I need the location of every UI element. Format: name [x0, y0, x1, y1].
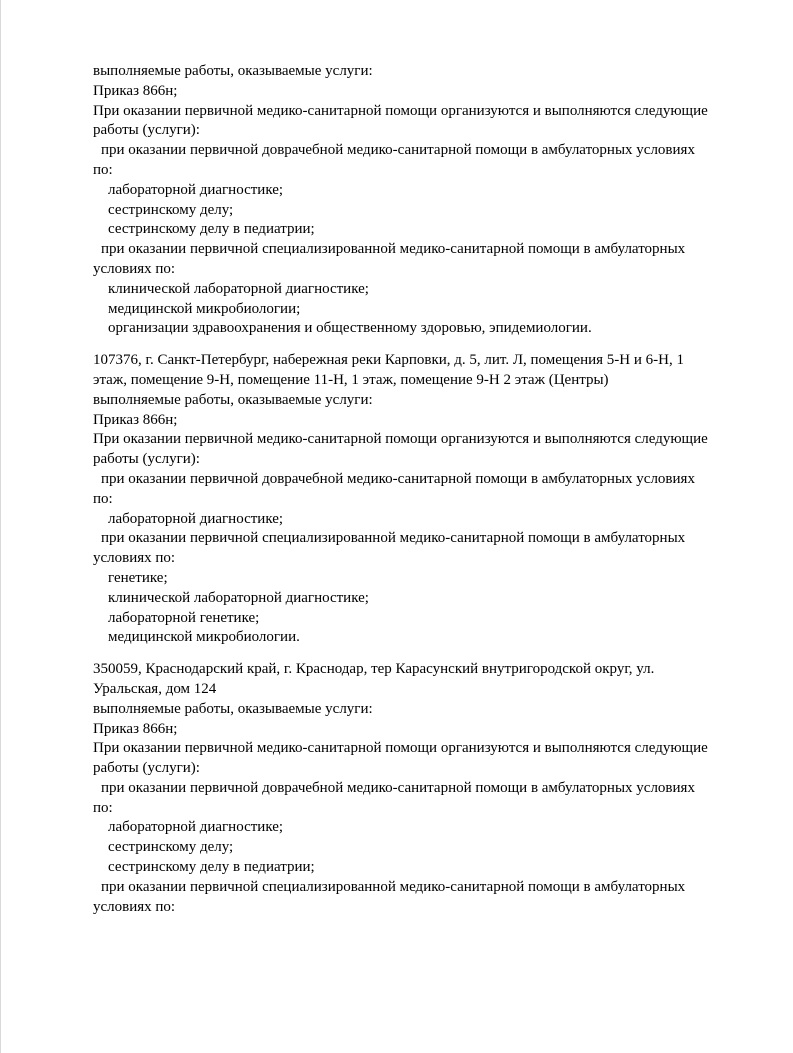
document-line: организации здравоохранения и общественному здоровью, эпидемиологии. — [108, 320, 592, 337]
document-line: выполняемые работы, оказываемые услуги: — [93, 63, 373, 79]
document-line: выполняемые работы, оказываемые услуги: — [93, 391, 373, 408]
document-line: При оказании первичной медико-санитарной помощи организуются и выполняются следующие — [93, 740, 708, 757]
document-line: генетике; — [108, 569, 168, 586]
document-line: работы (услуги): — [93, 451, 200, 468]
document-line: клинической лабораторной диагностике; — [108, 589, 369, 606]
document-line: 350059, Краснодарский край, г. Краснодар, тер Карасунский внутригородской округ, ул. — [93, 661, 655, 678]
document-line: лабораторной диагностике; — [108, 819, 284, 836]
document-line: условиях по: — [93, 550, 176, 567]
document-line: при оказании первичной доврачебной медико-санитарной помощи в амбулаторных условиях — [101, 470, 695, 487]
document-line: при оказании первичной доврачебной медико-санитарной помощи в амбулаторных условиях — [101, 779, 695, 796]
document-line: При оказании первичной медико-санитарной помощи организуются и выполняются следующие — [93, 102, 708, 119]
document-line: При оказании первичной медико-санитарной помощи организуются и выполняются следующие — [93, 431, 708, 448]
document-line: работы (услуги): — [93, 760, 200, 777]
document-line: Уральская, дом 124 — [93, 680, 217, 697]
license-section — [93, 62, 753, 339]
document-line: сестринскому делу в педиатрии; — [108, 859, 315, 876]
document-line: при оказании первичной специализированной медико-санитарной помощи в амбулаторных — [101, 530, 686, 547]
document-line: Приказ 866н; — [93, 720, 178, 737]
document-line: лабораторной диагностике; — [108, 181, 284, 198]
document-line: сестринскому делу; — [108, 201, 234, 218]
document-line: этаж, помещение 9-Н, помещение 11-Н, 1 этаж, помещение 9-Н 2 этаж (Центры) — [93, 371, 609, 388]
document-line: при оказании первичной специализированной медико-санитарной помощи в амбулаторных — [101, 878, 686, 895]
document-line: по: — [93, 799, 113, 816]
document-line: условиях по: — [93, 260, 176, 277]
document-line: клинической лабораторной диагностике; — [108, 280, 369, 297]
document-line: медицинской микробиологии; — [108, 300, 301, 317]
license-document-text — [93, 62, 753, 917]
license-section — [93, 660, 753, 917]
document-line: при оказании первичной специализированной медико-санитарной помощи в амбулаторных — [101, 241, 686, 258]
document-line: Приказ 866н; — [93, 82, 178, 99]
document-line: при оказании первичной доврачебной медико-санитарной помощи в амбулаторных условиях — [101, 142, 695, 159]
document-line: по: — [93, 161, 113, 178]
document-line: 107376, г. Санкт-Петербург, набережная реки Карповки, д. 5, лит. Л, помещения 5-Н и 6-Н, 1 — [93, 352, 684, 369]
document-line: работы (услуги): — [93, 122, 200, 139]
document-line: медицинской микробиологии. — [108, 629, 300, 646]
document-line: сестринскому делу; — [108, 839, 234, 856]
license-section — [93, 351, 753, 648]
document-line: по: — [93, 490, 113, 507]
document-line: Приказ 866н; — [93, 411, 178, 428]
document-line: лабораторной генетике; — [108, 609, 260, 626]
document-line: лабораторной диагностике; — [108, 510, 284, 527]
document-line: выполняемые работы, оказываемые услуги: — [93, 700, 373, 717]
document-line: условиях по: — [93, 898, 176, 915]
document-line: сестринскому делу в педиатрии; — [108, 221, 315, 238]
